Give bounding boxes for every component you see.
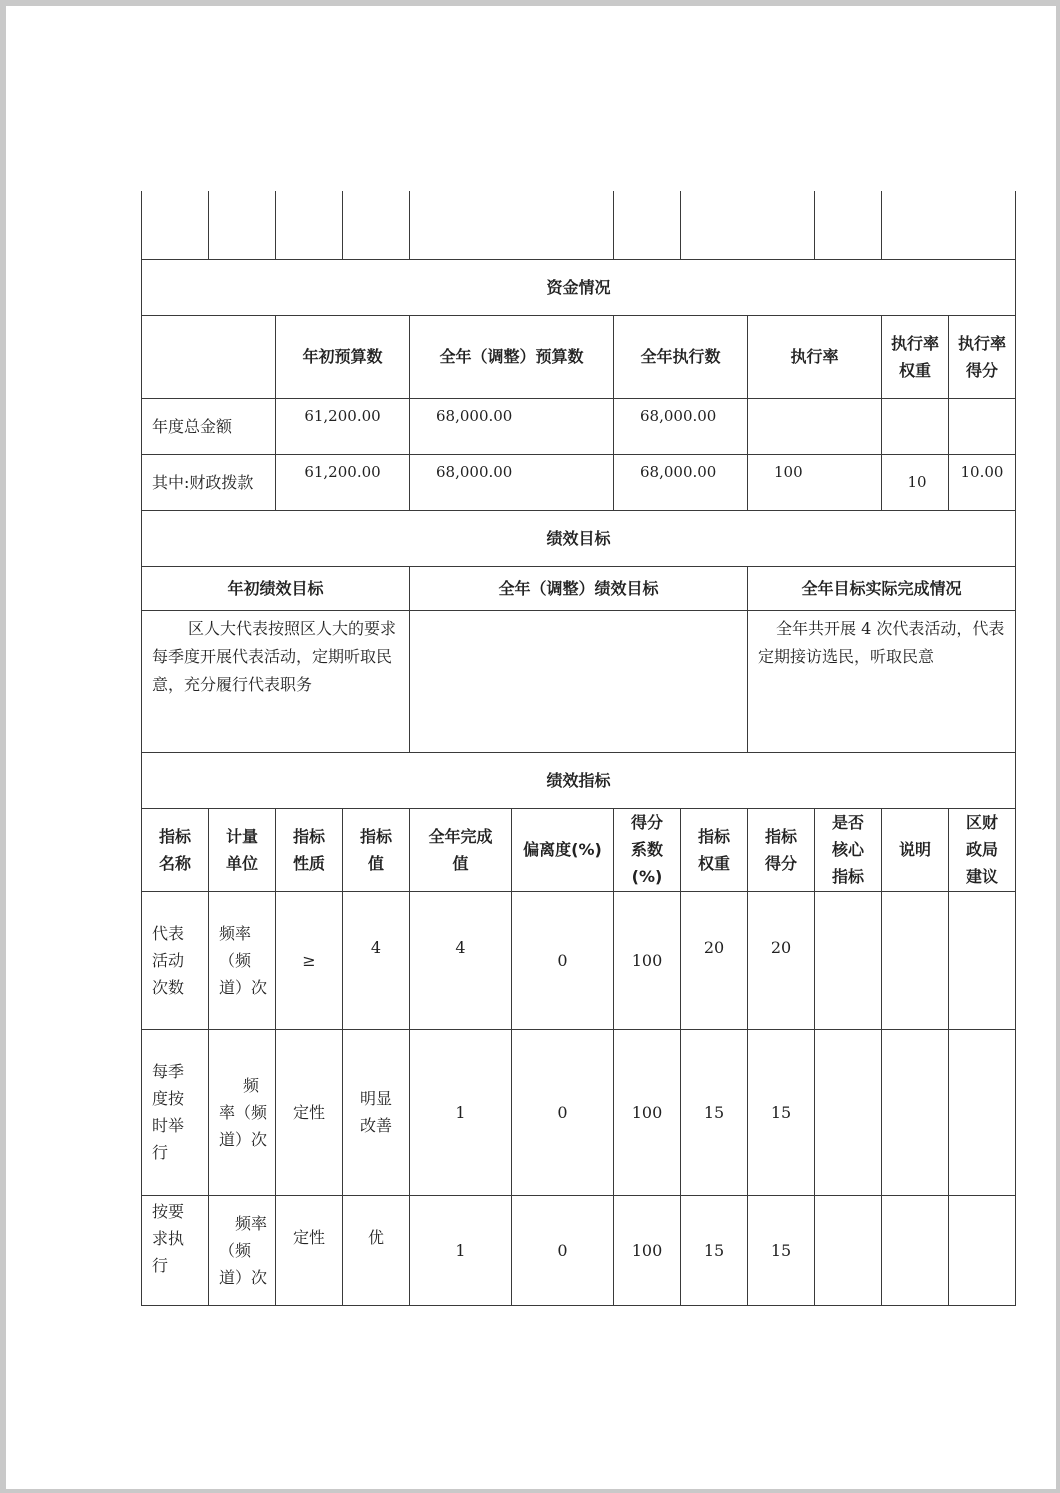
- ind-header-note: 说明: [882, 808, 949, 891]
- indicator-coef: 100: [614, 1029, 681, 1195]
- ind-header-name: 指标名称: [142, 808, 209, 891]
- funds-section-title: 资金情况: [142, 259, 1016, 315]
- funds-header-score: 执行率得分: [949, 315, 1016, 398]
- funds-row-fiscal: [142, 454, 1016, 510]
- goals-header-initial: 年初绩效目标: [142, 566, 410, 610]
- funds-row-label: 其中:财政拨款: [142, 454, 276, 510]
- indicators-section-title: 绩效指标: [142, 752, 1016, 808]
- funds-executed-value: 68,000.00: [614, 398, 748, 454]
- indicator-core: [815, 891, 882, 1029]
- goals-actual-text: 全年共开展 4 次代表活动，代表定期接访选民，听取民意: [748, 610, 1016, 752]
- indicator-row: [142, 891, 1016, 1029]
- funds-header-row: [142, 315, 1016, 398]
- ind-header-advice: 区财政局建议: [949, 808, 1016, 891]
- goals-adjusted-text: [410, 610, 748, 752]
- goals-content-row: [142, 610, 1016, 752]
- goals-header-adjusted: 全年（调整）绩效目标: [410, 566, 748, 610]
- funds-rate-value: [748, 398, 882, 454]
- indicator-advice: [949, 891, 1016, 1029]
- funds-header-blank: [142, 315, 276, 398]
- goals-header-row: [142, 566, 1016, 610]
- indicator-core: [815, 1195, 882, 1305]
- indicator-score: 15: [748, 1195, 815, 1305]
- ind-header-value: 指标值: [343, 808, 410, 891]
- indicator-row: [142, 1195, 1016, 1305]
- indicator-coef: 100: [614, 891, 681, 1029]
- goals-header-actual: 全年目标实际完成情况: [748, 566, 1016, 610]
- indicator-coef: 100: [614, 1195, 681, 1305]
- cont-cell: [209, 191, 276, 259]
- goals-initial-text: 区人大代表按照区人大的要求每季度开展代表活动，定期听取民意，充分履行代表职务: [142, 610, 410, 752]
- indicator-completed: 1: [410, 1029, 512, 1195]
- indicator-value: 明显改善: [343, 1029, 410, 1195]
- cont-cell: [681, 191, 815, 259]
- indicator-weight: 15: [681, 1195, 748, 1305]
- ind-header-core: 是否核心指标: [815, 808, 882, 891]
- indicator-weight: 15: [681, 1029, 748, 1195]
- ind-header-weight: 指标权重: [681, 808, 748, 891]
- indicator-advice: [949, 1195, 1016, 1305]
- funds-header-rate: 执行率: [748, 315, 882, 398]
- funds-header-initial: 年初预算数: [276, 315, 410, 398]
- cont-cell: [142, 191, 209, 259]
- indicator-score: 20: [748, 891, 815, 1029]
- funds-adjusted-value: 68,000.00: [410, 454, 614, 510]
- funds-adjusted-value: 68,000.00: [410, 398, 614, 454]
- ind-header-coef: 得分系数(%): [614, 808, 681, 891]
- ind-header-nature: 指标性质: [276, 808, 343, 891]
- indicator-note: [882, 1029, 949, 1195]
- indicator-core: [815, 1029, 882, 1195]
- indicator-value: 4: [343, 891, 410, 1029]
- indicator-advice: [949, 1029, 1016, 1195]
- indicator-weight: 20: [681, 891, 748, 1029]
- funds-initial-value: 61,200.00: [276, 454, 410, 510]
- funds-initial-value: 61,200.00: [276, 398, 410, 454]
- funds-row-label: 年度总金额: [142, 398, 276, 454]
- cont-cell: [614, 191, 681, 259]
- indicator-score: 15: [748, 1029, 815, 1195]
- indicator-unit: 频率（频道）次: [209, 1029, 276, 1195]
- indicator-deviation: 0: [512, 1195, 614, 1305]
- ind-header-deviation: 偏离度(%): [512, 808, 614, 891]
- cont-cell: [815, 191, 882, 259]
- funds-weight-value: 10: [882, 454, 949, 510]
- indicator-deviation: 0: [512, 1029, 614, 1195]
- indicator-nature: 定性: [276, 1029, 343, 1195]
- cont-cell: [882, 191, 1016, 259]
- cont-cell: [276, 191, 343, 259]
- funds-row-total: [142, 398, 1016, 454]
- performance-table: [141, 191, 1016, 1306]
- indicator-nature: ≥: [276, 891, 343, 1029]
- indicator-completed: 1: [410, 1195, 512, 1305]
- indicator-unit: 频率（频道）次: [209, 1195, 276, 1305]
- cont-cell: [410, 191, 614, 259]
- indicator-value: 优: [343, 1195, 410, 1305]
- ind-header-unit: 计量单位: [209, 808, 276, 891]
- indicator-deviation: 0: [512, 891, 614, 1029]
- goals-section-title: 绩效目标: [142, 510, 1016, 566]
- funds-executed-value: 68,000.00: [614, 454, 748, 510]
- funds-header-weight: 执行率权重: [882, 315, 949, 398]
- indicator-note: [882, 1195, 949, 1305]
- ind-header-score: 指标得分: [748, 808, 815, 891]
- ind-header-completed: 全年完成值: [410, 808, 512, 891]
- funds-header-adjusted: 全年（调整）预算数: [410, 315, 614, 398]
- indicators-header-row: [142, 808, 1016, 891]
- continuation-row: [142, 191, 1016, 259]
- cont-cell: [343, 191, 410, 259]
- indicator-unit: 频率（频道）次: [209, 891, 276, 1029]
- funds-header-executed: 全年执行数: [614, 315, 748, 398]
- indicator-name: 每季度按时举行: [142, 1029, 209, 1195]
- funds-score-value: [949, 398, 1016, 454]
- indicator-completed: 4: [410, 891, 512, 1029]
- indicator-row: [142, 1029, 1016, 1195]
- funds-rate-value: 100: [748, 454, 882, 510]
- funds-weight-value: [882, 398, 949, 454]
- indicator-nature: 定性: [276, 1195, 343, 1305]
- indicator-name: 代表活动次数: [142, 891, 209, 1029]
- indicator-name: 按要求执行: [142, 1195, 209, 1305]
- indicator-note: [882, 891, 949, 1029]
- funds-score-value: 10.00: [949, 454, 1016, 510]
